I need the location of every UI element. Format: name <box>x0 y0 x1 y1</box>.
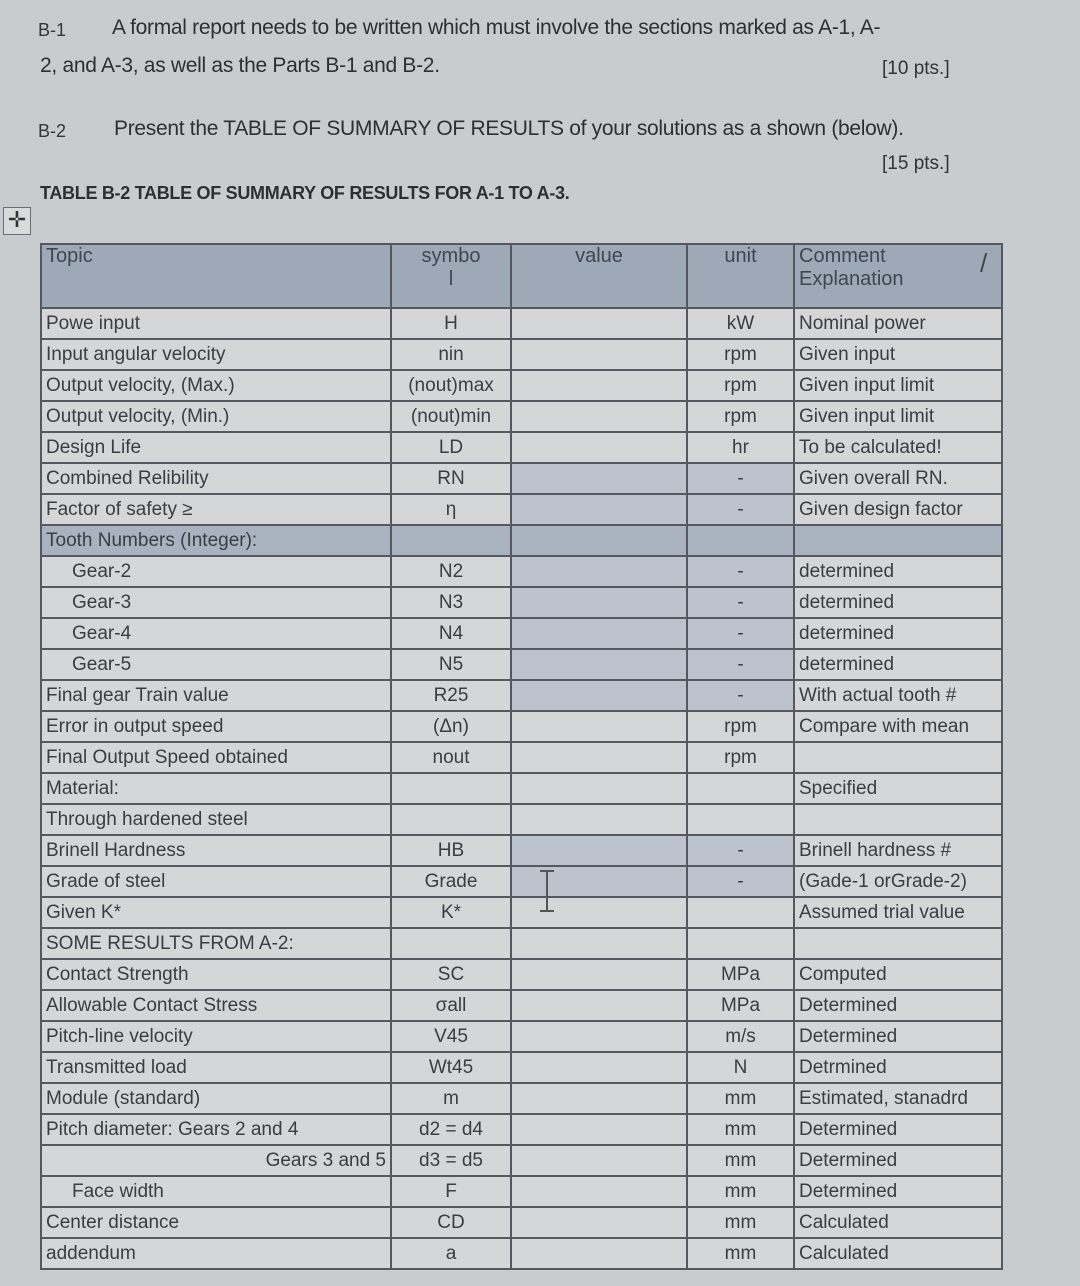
cell-unit[interactable]: mm <box>687 1207 794 1238</box>
cell-topic[interactable]: Design Life <box>41 432 391 463</box>
cell-unit[interactable] <box>687 897 794 928</box>
cell-unit[interactable]: - <box>687 494 794 525</box>
summary-table <box>40 243 1003 1270</box>
move-crosshair-icon[interactable]: ✛ <box>3 207 31 235</box>
table-header-row <box>41 244 1002 308</box>
cell-topic[interactable]: Output velocity, (Max.) <box>41 370 391 401</box>
table-row <box>41 1145 1002 1176</box>
cell-topic[interactable]: Input angular velocity <box>41 339 391 370</box>
cell-topic[interactable]: Final gear Train value <box>41 680 391 711</box>
cell-value[interactable] <box>511 401 687 432</box>
table-row <box>41 463 1002 494</box>
cell-comment[interactable]: Determined <box>794 1176 1002 1207</box>
cell-unit[interactable]: - <box>687 618 794 649</box>
cell-comment[interactable]: Specified <box>794 773 1002 804</box>
cell-value[interactable] <box>511 1238 687 1269</box>
cell-unit[interactable]: N <box>687 1052 794 1083</box>
cell-unit[interactable] <box>687 928 794 959</box>
cell-value[interactable] <box>511 587 687 618</box>
cell-value[interactable] <box>511 1114 687 1145</box>
cell-symbol[interactable]: nout <box>391 742 511 773</box>
cell-comment[interactable] <box>794 928 1002 959</box>
cell-value[interactable] <box>511 463 687 494</box>
cell-value[interactable] <box>511 773 687 804</box>
cell-value[interactable] <box>511 1052 687 1083</box>
b1-text-line2: 2, and A-3, as well as the Parts B-1 and B-2. <box>40 54 440 77</box>
cell-topic[interactable]: Output velocity, (Min.) <box>41 401 391 432</box>
cell-value[interactable] <box>511 1176 687 1207</box>
cell-unit[interactable]: rpm <box>687 742 794 773</box>
cell-comment[interactable]: Nominal power <box>794 308 1002 339</box>
table-row <box>41 556 1002 587</box>
table-row <box>41 308 1002 339</box>
table-row <box>41 494 1002 525</box>
cell-comment[interactable] <box>794 742 1002 773</box>
cell-symbol[interactable]: (nout)max <box>391 370 511 401</box>
cell-symbol[interactable]: N3 <box>391 587 511 618</box>
cell-value[interactable] <box>511 804 687 835</box>
cell-comment[interactable]: With actual tooth # <box>794 680 1002 711</box>
cell-value[interactable] <box>511 308 687 339</box>
cell-unit[interactable]: hr <box>687 432 794 463</box>
table-row <box>41 618 1002 649</box>
cell-comment[interactable]: Detrmined <box>794 1052 1002 1083</box>
cell-value[interactable] <box>511 556 687 587</box>
cell-comment[interactable]: Given overall RN. <box>794 463 1002 494</box>
cell-comment[interactable]: determined <box>794 587 1002 618</box>
cell-symbol[interactable]: m <box>391 1083 511 1114</box>
cell-comment[interactable]: determined <box>794 618 1002 649</box>
cell-value[interactable] <box>511 339 687 370</box>
cell-topic[interactable]: Powe input <box>41 308 391 339</box>
cell-comment[interactable] <box>794 804 1002 835</box>
table-row <box>41 742 1002 773</box>
table-row <box>41 711 1002 742</box>
header-unit: unit <box>687 244 794 308</box>
cell-unit[interactable]: MPa <box>687 959 794 990</box>
cell-symbol[interactable]: σall <box>391 990 511 1021</box>
cell-value[interactable] <box>511 866 687 897</box>
table-row <box>41 866 1002 897</box>
cell-symbol[interactable]: (Δn) <box>391 711 511 742</box>
cell-value[interactable] <box>511 1083 687 1114</box>
cell-comment[interactable]: To be calculated! <box>794 432 1002 463</box>
cell-topic[interactable]: Module (standard) <box>41 1083 391 1114</box>
cell-symbol[interactable]: R25 <box>391 680 511 711</box>
table-row <box>41 897 1002 928</box>
header-symbol: symbo l <box>391 244 511 308</box>
cell-unit[interactable]: mm <box>687 1238 794 1269</box>
cell-symbol[interactable]: F <box>391 1176 511 1207</box>
table-row <box>41 432 1002 463</box>
cell-symbol[interactable]: (nout)min <box>391 401 511 432</box>
cell-comment[interactable] <box>794 525 1002 556</box>
cell-unit[interactable]: kW <box>687 308 794 339</box>
cell-unit[interactable] <box>687 804 794 835</box>
cell-comment[interactable]: Determined <box>794 990 1002 1021</box>
cell-comment[interactable]: Brinell hardness # <box>794 835 1002 866</box>
cell-topic[interactable]: Gear-5 <box>41 649 391 680</box>
cell-value[interactable] <box>511 959 687 990</box>
cell-topic[interactable]: Error in output speed <box>41 711 391 742</box>
cell-topic[interactable]: Face width <box>41 1176 391 1207</box>
cell-value[interactable] <box>511 742 687 773</box>
cell-symbol[interactable] <box>391 773 511 804</box>
cell-symbol[interactable]: Wt45 <box>391 1052 511 1083</box>
cell-unit[interactable]: mm <box>687 1176 794 1207</box>
cell-topic[interactable]: Material: <box>41 773 391 804</box>
cell-unit[interactable]: mm <box>687 1114 794 1145</box>
cell-value[interactable] <box>511 897 687 928</box>
cell-symbol[interactable]: N4 <box>391 618 511 649</box>
cell-topic[interactable]: Pitch-line velocity <box>41 1021 391 1052</box>
table-row <box>41 1052 1002 1083</box>
table-row <box>41 990 1002 1021</box>
cell-value[interactable] <box>511 1021 687 1052</box>
cell-value[interactable] <box>511 618 687 649</box>
cell-symbol[interactable] <box>391 804 511 835</box>
cell-comment[interactable]: Given input limit <box>794 401 1002 432</box>
cell-comment[interactable]: Estimated, stanadrd <box>794 1083 1002 1114</box>
cell-symbol[interactable]: K* <box>391 897 511 928</box>
cell-symbol[interactable]: CD <box>391 1207 511 1238</box>
cell-topic[interactable]: addendum <box>41 1238 391 1269</box>
cell-comment[interactable]: Given input <box>794 339 1002 370</box>
cell-value[interactable] <box>511 711 687 742</box>
table-row <box>41 649 1002 680</box>
cell-value[interactable] <box>511 649 687 680</box>
cell-topic[interactable]: Combined Relibility <box>41 463 391 494</box>
cell-topic[interactable]: Gear-3 <box>41 587 391 618</box>
cell-comment[interactable]: determined <box>794 649 1002 680</box>
cell-comment[interactable]: Determined <box>794 1021 1002 1052</box>
cell-topic[interactable]: Center distance <box>41 1207 391 1238</box>
b1-number: B-1 <box>38 20 67 40</box>
table-row <box>41 773 1002 804</box>
cell-unit[interactable]: m/s <box>687 1021 794 1052</box>
table-row <box>41 401 1002 432</box>
cell-value[interactable] <box>511 1145 687 1176</box>
table-row <box>41 680 1002 711</box>
cell-topic[interactable]: Final Output Speed obtained <box>41 742 391 773</box>
table-row <box>41 525 1002 556</box>
cell-topic[interactable]: Gear-2 <box>41 556 391 587</box>
cell-value[interactable] <box>511 1207 687 1238</box>
cell-topic[interactable]: Brinell Hardness <box>41 835 391 866</box>
cell-symbol[interactable]: HB <box>391 835 511 866</box>
cell-comment[interactable]: determined <box>794 556 1002 587</box>
cell-topic[interactable]: Gears 3 and 5 <box>41 1145 391 1176</box>
cell-unit[interactable]: mm <box>687 1145 794 1176</box>
b1-text-line1: A formal report needs to be written which must involve the sections marked as A-1, A- <box>112 16 881 39</box>
header-topic: Topic <box>41 244 391 308</box>
cell-topic[interactable]: Pitch diameter: Gears 2 and 4 <box>41 1114 391 1145</box>
cell-symbol[interactable]: Grade <box>391 866 511 897</box>
cell-value[interactable] <box>511 525 687 556</box>
table-row <box>41 1207 1002 1238</box>
ibeam-cursor-icon <box>540 870 554 912</box>
cell-unit[interactable] <box>687 525 794 556</box>
cell-unit[interactable]: - <box>687 866 794 897</box>
table-row <box>41 370 1002 401</box>
cell-unit[interactable]: - <box>687 680 794 711</box>
cell-topic[interactable]: SOME RESULTS FROM A-2: <box>41 928 391 959</box>
header-comment: Comment Explanation <box>794 244 1002 308</box>
cell-value[interactable] <box>511 835 687 866</box>
cell-topic[interactable]: Tooth Numbers (Integer): <box>41 525 391 556</box>
table-row <box>41 804 1002 835</box>
cell-topic[interactable]: Grade of steel <box>41 866 391 897</box>
cell-comment[interactable]: Assumed trial value <box>794 897 1002 928</box>
cell-topic[interactable]: Given K* <box>41 897 391 928</box>
table-row <box>41 1021 1002 1052</box>
cell-unit[interactable]: - <box>687 463 794 494</box>
cell-symbol[interactable]: d2 = d4 <box>391 1114 511 1145</box>
cell-value[interactable] <box>511 928 687 959</box>
table-row <box>41 1238 1002 1269</box>
cell-unit[interactable]: rpm <box>687 370 794 401</box>
table-row <box>41 835 1002 866</box>
table-row <box>41 587 1002 618</box>
cell-symbol[interactable]: d3 = d5 <box>391 1145 511 1176</box>
cell-value[interactable] <box>511 990 687 1021</box>
table-row <box>41 1176 1002 1207</box>
cell-symbol[interactable]: LD <box>391 432 511 463</box>
header-value: value <box>511 244 687 308</box>
cell-symbol[interactable] <box>391 928 511 959</box>
cell-symbol[interactable]: V45 <box>391 1021 511 1052</box>
cell-value[interactable] <box>511 432 687 463</box>
cell-comment[interactable]: Given input limit <box>794 370 1002 401</box>
cell-value[interactable] <box>511 370 687 401</box>
cell-symbol[interactable]: N2 <box>391 556 511 587</box>
cell-topic[interactable]: Gear-4 <box>41 618 391 649</box>
cell-topic[interactable]: Factor of safety ≥ <box>41 494 391 525</box>
cell-unit[interactable]: - <box>687 556 794 587</box>
table-row <box>41 339 1002 370</box>
cell-comment[interactable]: Computed <box>794 959 1002 990</box>
cell-comment[interactable]: Compare with mean <box>794 711 1002 742</box>
cell-unit[interactable]: - <box>687 835 794 866</box>
cell-comment[interactable]: Determined <box>794 1145 1002 1176</box>
cell-symbol[interactable]: nin <box>391 339 511 370</box>
cell-unit[interactable]: MPa <box>687 990 794 1021</box>
cell-unit[interactable]: - <box>687 649 794 680</box>
cell-unit[interactable]: - <box>687 587 794 618</box>
table-caption: TABLE B-2 TABLE OF SUMMARY OF RESULTS FOR A-1 TO A-3. <box>40 183 570 203</box>
cell-value[interactable] <box>511 494 687 525</box>
cell-symbol[interactable]: H <box>391 308 511 339</box>
cell-symbol[interactable]: RN <box>391 463 511 494</box>
cell-topic[interactable]: Transmitted load <box>41 1052 391 1083</box>
cell-symbol[interactable] <box>391 525 511 556</box>
cell-unit[interactable]: rpm <box>687 339 794 370</box>
cell-symbol[interactable]: SC <box>391 959 511 990</box>
cell-comment[interactable]: Calculated <box>794 1207 1002 1238</box>
b2-number: B-2 <box>38 121 67 141</box>
cell-unit[interactable] <box>687 773 794 804</box>
b1-points: [10 pts.] <box>882 58 950 79</box>
cell-comment[interactable]: (Gade-1 orGrade-2) <box>794 866 1002 897</box>
b2-text: Present the TABLE OF SUMMARY OF RESULTS of your solutions as a shown (below). <box>114 117 904 140</box>
cell-comment[interactable]: Determined <box>794 1114 1002 1145</box>
cell-unit[interactable]: mm <box>687 1083 794 1114</box>
cell-value[interactable] <box>511 680 687 711</box>
slash-mark: / <box>980 248 988 278</box>
cell-symbol[interactable]: η <box>391 494 511 525</box>
cell-symbol[interactable]: a <box>391 1238 511 1269</box>
cell-topic[interactable]: Contact Strength <box>41 959 391 990</box>
cell-unit[interactable]: rpm <box>687 401 794 432</box>
b2-points: [15 pts.] <box>882 153 950 174</box>
table-row <box>41 928 1002 959</box>
cell-comment[interactable]: Calculated <box>794 1238 1002 1269</box>
table-row <box>41 1114 1002 1145</box>
cell-symbol[interactable]: N5 <box>391 649 511 680</box>
cell-unit[interactable]: rpm <box>687 711 794 742</box>
table-row <box>41 1083 1002 1114</box>
cell-topic[interactable]: Allowable Contact Stress <box>41 990 391 1021</box>
cell-topic[interactable]: Through hardened steel <box>41 804 391 835</box>
table-row <box>41 959 1002 990</box>
cell-comment[interactable]: Given design factor <box>794 494 1002 525</box>
